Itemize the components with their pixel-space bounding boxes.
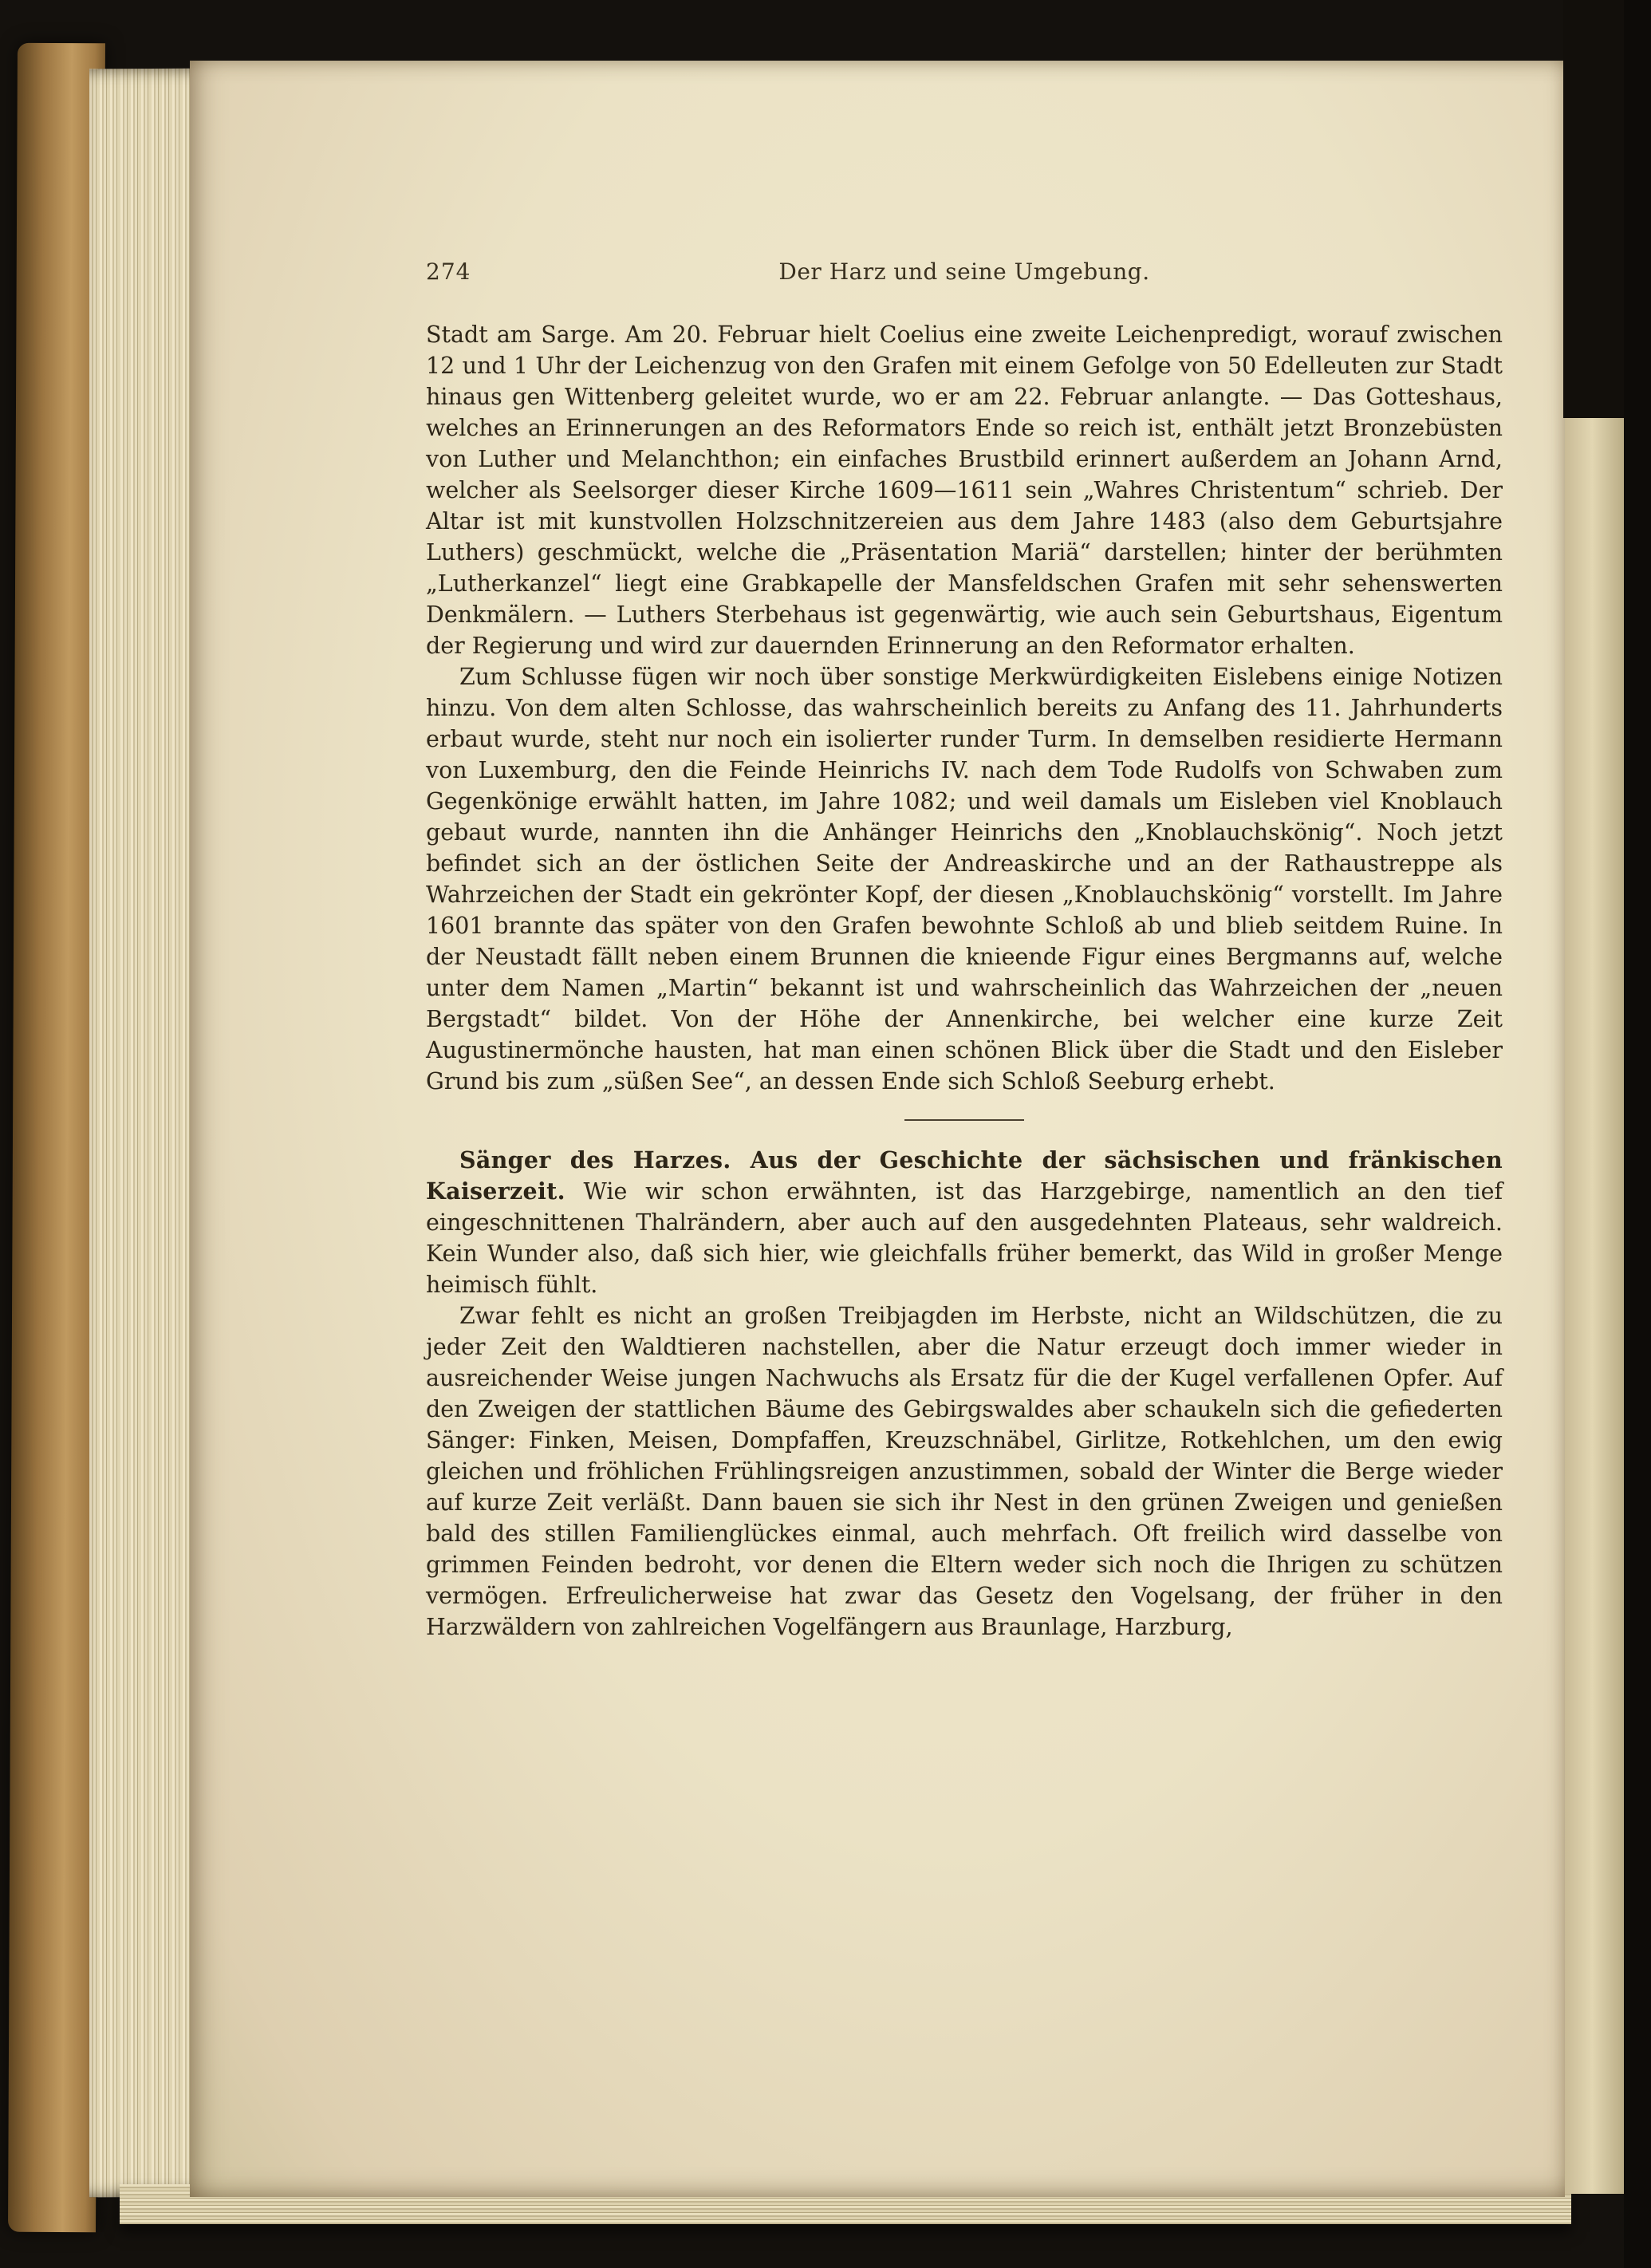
page-stack-left-edges (89, 69, 199, 2198)
book-page (190, 61, 1565, 2197)
running-head (426, 258, 1503, 292)
paragraph-birds-of-harz: Zwar fehlt es nicht an großen Treibjagden im Herbste, nicht an Wildschützen, die zu jeder Zeit den Waldtieren nachstellen, aber die Natur erzeugt doch immer wieder in ausreichender Weise jungen Nachwuchs als Ersatz für die der Kugel verfallenen Opfer. Auf den Zweigen der stattlichen Bäume des Gebirgswaldes aber schaukeln sich die gefiederten Sänger: Finken, Meisen, Dompfaffen, Kreuzschnäbel, Girlitze, Rotkehlchen, um den ewig gleichen und fröhlichen Frühlingsreigen anzustimmen, sobald der Winter die Berge wieder auf kurze Zeit verläßt. Dann bauen sie sich ihr Nest in den grünen Zweigen und genießen bald des stillen Familienglückes einmal, auch mehrfach. Oft freilich wird dasselbe von grimmen Feinden bedroht, vor denen die Eltern weder sich noch die Ihrigen zu schützen vermögen. Erfreulicherweise hat zwar das Gesetz den Vogelsang, der früher in den Harzwäldern von zahlreichen Vogelfängern aus Braunlage, Harzburg, (426, 1303, 1503, 1640)
paragraph-eisleben-notes: Zum Schlusse fügen wir noch über sonstige Merkwürdigkeiten Eislebens einige Notizen hinzu. Von dem alten Schlosse, das wahrscheinlich bereits zu Anfang des 11. Jahrhunderts erbaut wurde, steht nur noch ein isolierter runder Turm. In demselben residierte Hermann von Luxemburg, den die Feinde Heinrichs IV. nach dem Tode Rudolfs von Schwaben zum Gegenkönige erwählt hatten, im Jahre 1082; und weil damals um Eisleben viel Knoblauch gebaut wurde, nannten ihn die Anhänger Heinrichs den „Knoblauchskönig“. Noch jetzt befindet sich an der östlichen Seite der Andreaskirche und an der Rathaustreppe als Wahrzeichen der Stadt ein gekrönter Kopf, der diesen „Knoblauchskönig“ vorstellt. Im Jahre 1601 brannte das später von den Grafen bewohnte Schloß ab und blieb seitdem Ruine. In der Neustadt fällt neben einem Brunnen die knieende Figur eines Bergmanns auf, welche unter dem Namen „Martin“ bekannt ist und wahrscheinlich das Wahrzeichen der „neuen Bergstadt“ bildet. Von der Höhe der Annenkirche, bei welcher eine kurze Zeit Augustinermönche hausten, hat man einen schönen Blick über die Stadt und den Eisleber Grund bis zum „süßen See“, an dessen Ende sich Schloß Seeburg erhebt. (426, 664, 1503, 1095)
printed-text-block (426, 258, 1503, 1643)
section-lead-paragraph (426, 1145, 1503, 1300)
page-number: 274 (426, 258, 471, 285)
facing-page-edge (1565, 415, 1625, 2194)
paragraph-continuation: Stadt am Sarge. Am 20. Februar hielt Coelius eine zweite Leichenpredigt, worauf zwischen 12 und 1 Uhr der Leichenzug von den Grafen mit einem Gefolge von 50 Edelleuten zur Stadt hinaus gen Wittenberg geleitet wurde, wo er am 22. Februar anlangte. — Das Gotteshaus, welches an Erinnerungen an des Reformators Ende so reich ist, enthält jetzt Bronzebüsten von Luther und Melanchthon; ein einfaches Brustbild erinnert außerdem an Johann Arnd, welcher als Seelsorger dieser Kirche 1609—1611 sein „Wahres Christentum“ schrieb. Der Altar ist mit kunstvollen Holzschnitzereien aus dem Jahre 1483 (also dem Geburtsjahre Luthers) geschmückt, welche die „Präsentation Mariä“ darstellen; hinter der berühmten „Lutherkanzel“ liegt eine Grabkapelle der Mansfeldschen Grafen mit sehr sehenswerten Denkmälern. — Luthers Sterbehaus ist gegenwärtig, wie auch sein Geburtshaus, Eigentum der Regierung und wird zur dauernden Erinnerung an den Reformator erhalten. (426, 321, 1503, 659)
running-title: Der Harz und seine Umgebung. (778, 258, 1150, 285)
section-divider (904, 1119, 1024, 1121)
section-intro-text: Wie wir schon erwähnten, ist das Harzgebirge, namentlich an den tief eingeschnittenen Thalrändern, aber auch auf den ausgedehnten Plateaus, sehr waldreich. Kein Wunder also, daß sich hier, wie gleichfalls früher bemerkt, das Wild in großer Menge heimisch fühlt. (426, 1178, 1503, 1298)
section-heading: Sänger des Harzes. Aus der Geschichte der sächsischen und fränkischen Kaiserzeit. (426, 1146, 1503, 1205)
background-gap-right (1624, 0, 1651, 2268)
